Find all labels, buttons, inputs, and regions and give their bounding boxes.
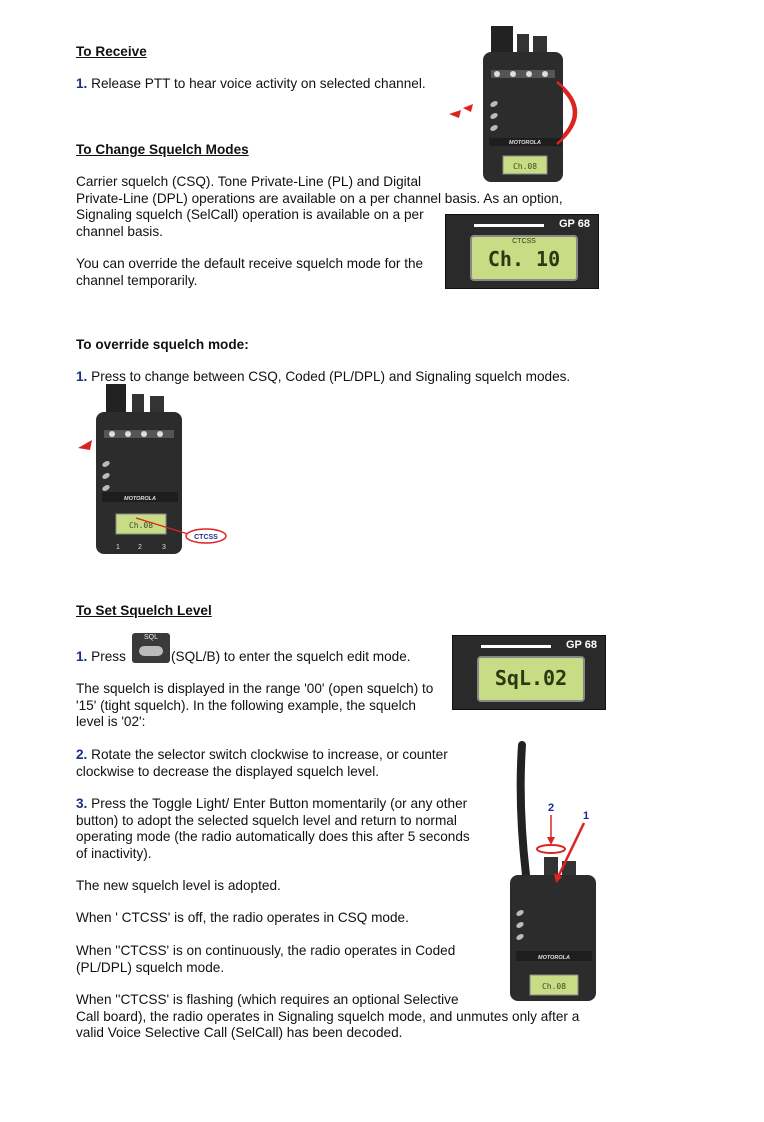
ctcss-on-text — [76, 943, 455, 976]
text-line: The squelch is displayed in the range '00' (open squelch) to — [76, 681, 434, 696]
text-line: clockwise to decrease the displayed squelch level. — [76, 763, 380, 779]
radio-display: Ch.08 — [128, 521, 154, 530]
receive-step-1 — [76, 76, 426, 93]
lcd-channel-readout: Ch. 10 — [487, 247, 561, 271]
radio-override-figure — [76, 384, 236, 554]
text-line: channel basis. — [76, 223, 163, 239]
radio-display: Ch.08 — [512, 162, 538, 171]
text-line: valid Voice Selective Call (SelCall) has been decoded. — [76, 1025, 403, 1040]
change-squelch-para-2 — [76, 256, 423, 289]
model-label: GP 68 — [566, 639, 597, 651]
radio-brand: MOTOROLA — [538, 955, 570, 961]
radio-brand: MOTOROLA — [509, 140, 541, 146]
ctcss-callout: CTCSS — [194, 534, 218, 541]
ctcss-indicator: CTCSS — [512, 238, 536, 245]
sql-key-button — [139, 646, 163, 656]
text-line: You can override the default receive squelch mode for the — [76, 256, 424, 271]
lcd-panel-squelch — [452, 635, 606, 710]
model-label: GP 68 — [559, 218, 590, 230]
ctcss-off-text: When ' CTCSS' is off, the radio operates in CSQ mode. — [76, 910, 409, 925]
step-number: 3. — [76, 796, 88, 811]
radio-brand: MOTOROLA — [124, 496, 156, 502]
text-line: When ''CTCSS' is on continuously, the radio operates in Coded — [76, 943, 456, 958]
text-line: level is '02': — [76, 714, 146, 729]
step-number: 1. — [76, 649, 88, 664]
panel-stripe — [474, 224, 544, 227]
sql-key — [132, 633, 170, 663]
text-line: Call board), the radio operates in Signaling squelch mode, and unmutes only after a — [76, 1008, 580, 1024]
lcd-screen — [477, 656, 585, 702]
set-level-step-3 — [76, 796, 470, 862]
text-line: Rotate the selector switch clockwise to increase, or counter — [91, 747, 448, 762]
text-line: (PL/DPL) squelch mode. — [76, 959, 225, 975]
text-line: Press the Toggle Light/ Enter Button momentarily (or any other — [91, 796, 468, 811]
step-number: 1. — [76, 369, 88, 384]
text-line: Carrier squelch (CSQ). Tone Private-Line (PL) and Digital — [76, 174, 422, 189]
text-line: of inactivity). — [76, 845, 152, 861]
set-level-step-1-end: (SQL/B) to enter the squelch edit mode. — [171, 649, 411, 664]
radio-receive-figure — [445, 26, 605, 186]
sql-key-label: SQL — [143, 634, 158, 641]
text-line: channel temporarily. — [76, 272, 198, 288]
change-squelch-heading: To Change Squelch Modes — [76, 142, 249, 157]
text-line: operating mode (the radio automatically does this after 5 seconds — [76, 829, 470, 844]
keypad-key-2: 2 — [138, 544, 142, 551]
step-number: 2. — [76, 747, 88, 762]
text-line: '15' (tight squelch). In the following example, the squelch — [76, 697, 416, 713]
set-level-heading: To Set Squelch Level — [76, 603, 212, 618]
step-number: 1. — [76, 76, 88, 91]
radio-display: Ch.08 — [541, 982, 567, 991]
arrow-label-2: 2 — [547, 802, 555, 814]
step-text: Release PTT to hear voice activity on selected channel. — [91, 76, 426, 91]
radio-selector-figure — [500, 745, 610, 1005]
lcd-panel-ctcss — [445, 214, 599, 289]
text-line: When ''CTCSS' is flashing (which requires an optional Selective — [76, 992, 459, 1007]
level-adopted-text: The new squelch level is adopted. — [76, 878, 281, 893]
panel-stripe — [481, 645, 551, 648]
set-level-step-2 — [76, 747, 448, 780]
lcd-squelch-readout: SqL.02 — [494, 666, 568, 690]
keypad-key-1: 1 — [116, 544, 120, 551]
lcd-screen — [470, 235, 578, 281]
override-heading: To override squelch mode: — [76, 337, 249, 352]
set-level-para-1 — [76, 681, 433, 731]
receive-heading: To Receive — [76, 44, 147, 59]
text-line: button) to adopt the selected squelch level and return to normal — [76, 812, 457, 828]
step-text: Press to change between CSQ, Coded (PL/DPL) and Signaling squelch modes. — [91, 369, 571, 384]
arrow-label-1: 1 — [582, 810, 590, 822]
step-text: Press — [91, 649, 126, 664]
set-level-step-1-start — [76, 649, 126, 666]
text-line: Signaling squelch (SelCall) operation is available on a per — [76, 207, 424, 222]
keypad-key-3: 3 — [162, 544, 166, 551]
text-line: Private-Line (DPL) operations are available on a per channel basis. As an option, — [76, 190, 563, 206]
